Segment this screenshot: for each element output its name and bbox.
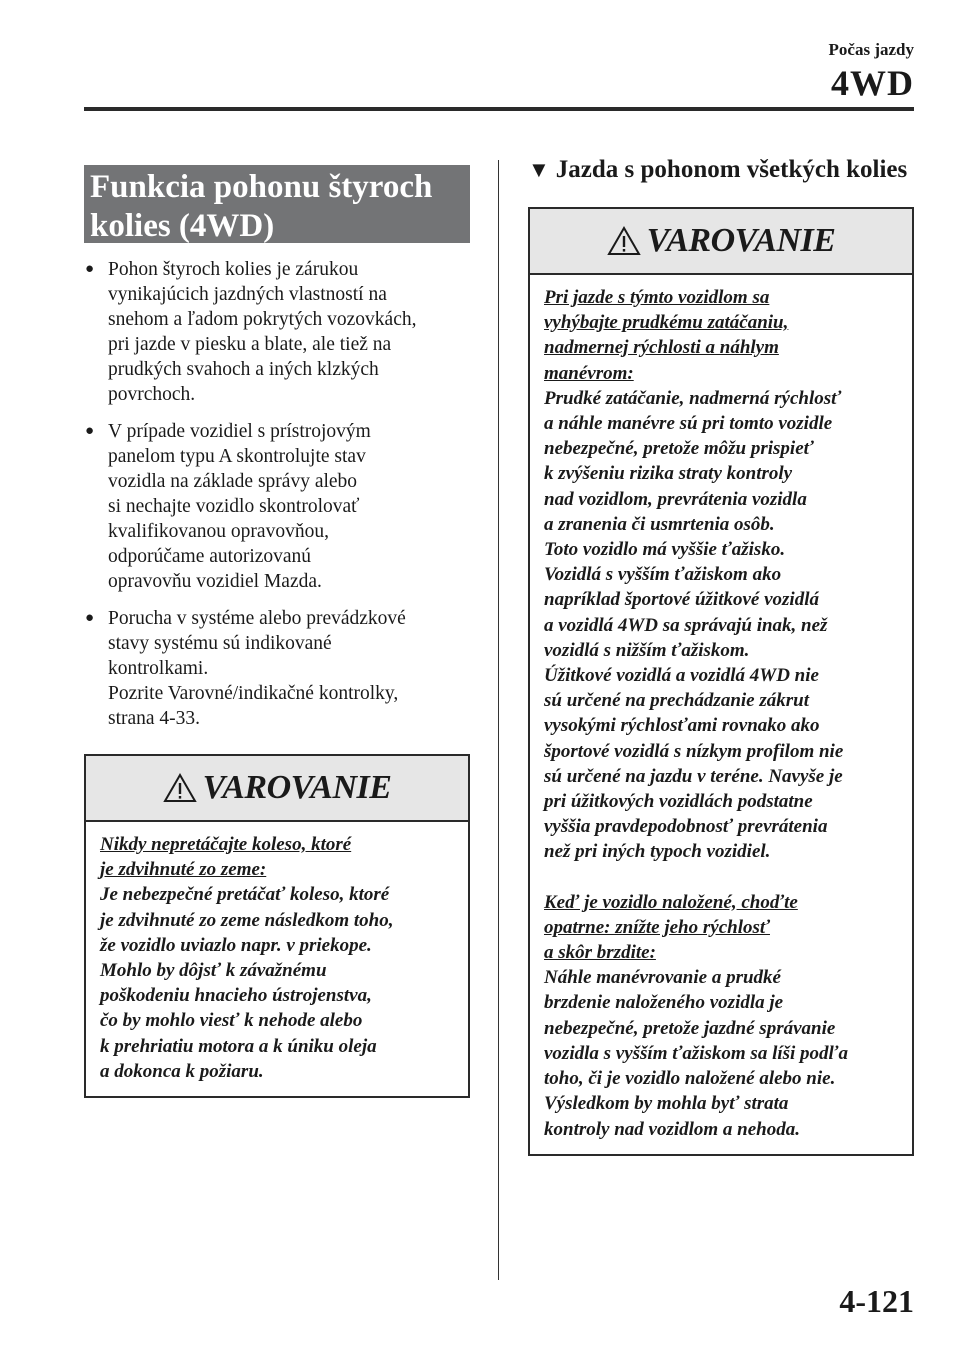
- warning-body: Nikdy nepretáčajte koleso, ktoré je zdvihnuté zo zeme: Je nebezpečné pretáčať koleso, ktoré je zdvihnuté zo zeme následkom toho, že vozidlo uviazlo napr. v priekope. Mohlo by dôjsť k závažnému poškodeniu hnacieho ústrojenstva, čo by mohlo viesť k nehode alebo k prehriatiu motora a k úniku oleja a dokonca k požiaru.: [100, 834, 394, 1082]
- column-divider: [498, 160, 499, 1280]
- page-number: 4-121: [839, 1283, 914, 1319]
- warning-header: [86, 756, 468, 822]
- section-title: Funkcia pohonu štyroch kolies (4WD): [84, 165, 470, 243]
- bullet-icon: ●: [85, 261, 95, 277]
- bullet-item: ● Pohon štyroch kolies je zárukou vynikajúcich jazdných vlastností na snehom a ľadom pokrytých vozovkách, pri jazde v piesku a blate, ale tiež na prudkých svahoch a iných klzkých povrchoch.: [85, 259, 417, 405]
- warning-triangle-icon: [163, 773, 197, 803]
- warning-body: Pri jazde s týmto vozidlom sa vyhýbajte prudkému zatáčaniu, nadmernej rýchlosti a náhlym manévrom: Prudké zatáčanie, nadmerná rýchlosť a náhle manévre sú pri tomto vozidle nebezpečné, pretože môžu prispieť k zvýšeniu rizika straty kontroly nad vozidlom, prevrátenia vozidla a zranenia či usmrtenia osôb. Toto vozidlo má vyššie ťažisko. Vozidlá s vyšším ťažiskom ako napríklad športové úžitkové vozidlá a vozidlá 4WD sa správajú inak, než vozidlá s nižším ťažiskom. Úžitkové vozidlá a vozidlá 4WD nie sú určené na prechádzanie zákrut vysokými rýchlosťami rovnako ako športové vozidlá s nízkym profilom nie sú určené na jazdu v teréne. Navyše je pri úžitkových vozidlách podstatne vyššia pravdepodobnosť prevrátenia než pri iných typoch vozidiel. Keď je vozidlo naložené, choďte opatrne: znížte jeho rýchlosť a skôr brzdite: Náhle manévrovanie a prudké brzdenie naloženého vozidla je nebezpečné, pretože jazdné správanie vozidla s vyšším ťažiskom sa líši podľa toho, či je vozidlo naložené alebo nie. Výsledkom by mohla byť strata kontroly nad vozidlom a nehoda.: [530, 275, 912, 1154]
- warning-label: VAROVANIE: [646, 222, 836, 259]
- warning-triangle-icon: [607, 226, 641, 256]
- triangle-down-icon: ▼: [528, 157, 550, 182]
- bullet-item: ● Porucha v systéme alebo prevádzkové stavy systému sú indikované kontrolkami. Pozrite Varovné/indikačné kontrolky, strana 4-33.: [85, 608, 406, 729]
- paragraph-gap: [544, 865, 900, 890]
- bullet-icon: ●: [85, 610, 95, 626]
- right-column: [528, 152, 914, 1156]
- warning-box: [528, 207, 914, 1156]
- bullet-list: [84, 257, 470, 731]
- warning-label: VAROVANIE: [202, 769, 392, 806]
- bullet-item: ● V prípade vozidiel s prístrojovým panelom typu A skontrolujte stav vozidla na základe správy alebo si nechajte vozidlo skontrolovať kvalifikovanou opravovňou, odporúčame autorizovanú opravovňu vozidiel Mazda.: [85, 421, 371, 592]
- header-rule: [84, 107, 914, 111]
- left-column: [84, 165, 470, 1098]
- bullet-icon: ●: [85, 423, 95, 439]
- header-section: Počas jazdy: [828, 40, 914, 59]
- subsection-title: ▼ Jazda s pohonom všetkých kolies: [528, 152, 914, 188]
- warning-box: [84, 754, 470, 1098]
- warning-header: [530, 209, 912, 275]
- header-title: 4WD: [831, 63, 914, 103]
